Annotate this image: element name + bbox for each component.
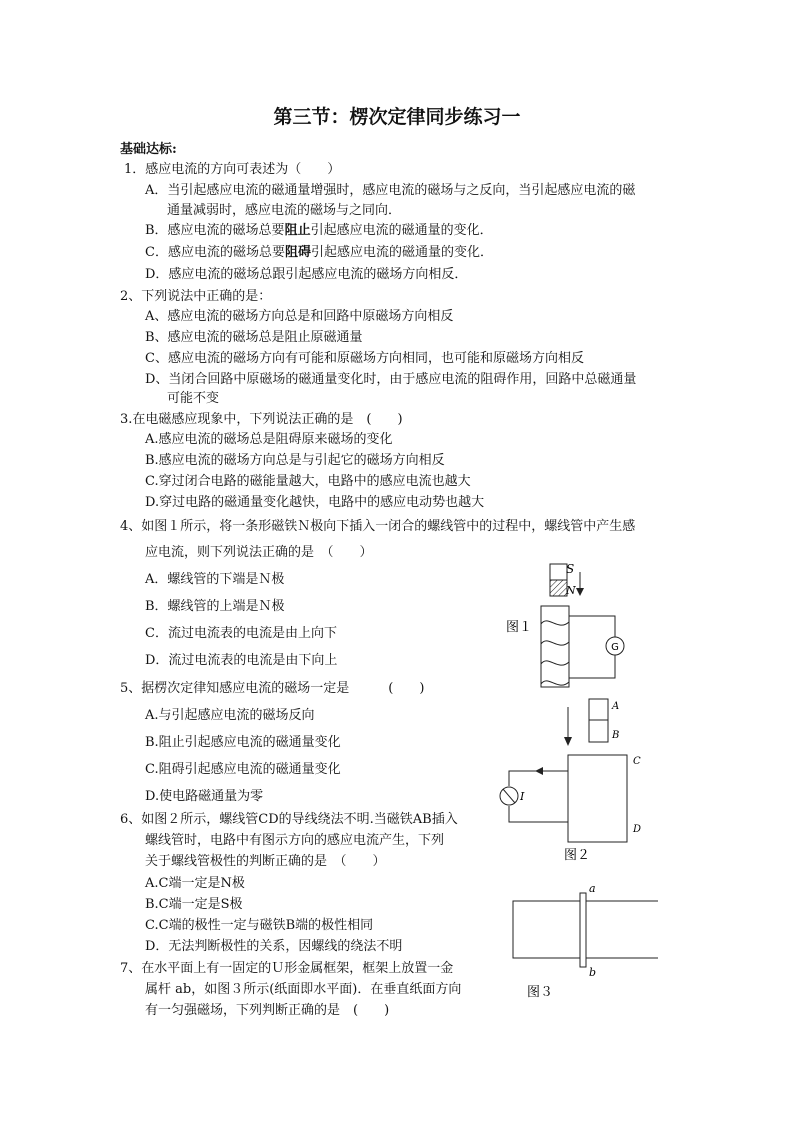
fig1-caption: 图１ (506, 620, 533, 635)
fig2-b-label: B (612, 730, 620, 741)
q1-option-c: C．感应电流的磁场总要阻碍引起感应电流的磁通量的变化． (145, 245, 493, 260)
motion-arrow-head (564, 737, 572, 746)
q7-stem: 7、在水平面上有一固定的Ｕ形金属框架，框架上放置一金 (120, 961, 454, 976)
fig1-s-label: S (566, 562, 575, 576)
fig3-b-label: b (589, 966, 597, 979)
solenoid (541, 606, 569, 687)
metal-rod-ab (580, 893, 586, 967)
q1-option-a: A．当引起感应电流的磁通量增强时，感应电流的磁场与之反向，当引起感应电流的磁 (145, 183, 636, 198)
q1-option-a-cont: 通量减弱时，感应电流的磁场与之同向． (167, 203, 402, 218)
q3-option-c: C.穿过闭合电路的磁能量越大，电路中的感应电流也越大 (145, 474, 471, 489)
wire-bottom (509, 806, 568, 822)
q5-stem: 5、据楞次定律知感应电流的磁场一定是 ( ) (120, 681, 425, 696)
q6-stem: 6、如图２所示，螺线管CD的导线绕法不明.当磁铁AB插入 (120, 812, 458, 827)
q4-stem-cont: 应电流，则下列说法正确的是 （ ） (145, 545, 373, 560)
coil-turn-3 (541, 661, 569, 665)
coil-turn-2 (541, 641, 569, 645)
q2-stem: 2、下列说法中正确的是： (120, 289, 272, 304)
fig2-c-label: C (633, 756, 641, 767)
q5-option-a: A.与引起感应电流的磁场反向 (145, 708, 315, 723)
q6-option-b: B.C端一定是S极 (145, 897, 243, 912)
q2-option-d-cont: 可能不变 (167, 391, 220, 406)
q5-option-c: C.阻碍引起感应电流的磁通量变化 (145, 762, 341, 777)
q2-option-a: A、感应电流的磁场方向总是和回路中原磁场方向相反 (145, 309, 454, 324)
current-arrow (535, 767, 543, 775)
q4-stem: 4、如图１所示，将一条形磁铁Ｎ极向下插入一闭合的螺线管中的过程中，螺线管中产生感 (120, 519, 636, 534)
q3-stem: 3.在电磁感应现象中，下列说法正确的是 ( ) (120, 412, 403, 427)
q4-option-c: C．流过电流表的电流是由上向下 (145, 626, 337, 641)
fig3-a-label: a (589, 882, 596, 895)
motion-arrow-head (576, 588, 584, 596)
fig1-n-label: N (566, 584, 576, 597)
figure-1 (541, 564, 624, 687)
q1-stem: 1．感应电流的方向可表述为（ ） (124, 162, 341, 177)
figure-2 (500, 699, 627, 842)
q2-option-b: B、感应电流的磁场总是阻止原磁通量 (145, 330, 363, 345)
fig2-d-label: D (633, 824, 642, 835)
galvanometer-label: G (611, 642, 619, 653)
q6-stem-cont2: 关于螺线管极性的判断正确的是 （ ） (145, 854, 386, 869)
q1-option-b: B．感应电流的磁场总要阻止引起感应电流的磁通量的变化． (145, 223, 493, 238)
fig2-a-label: A (612, 701, 620, 712)
q4-option-d: D．流过电流表的电流是由下向上 (145, 653, 338, 668)
q3-option-b: B.感应电流的磁场方向总是与引起它的磁场方向相反 (145, 453, 445, 468)
q6-option-d: D．无法判断极性的关系，因螺线的绕法不明 (145, 939, 403, 954)
wire-bottom (569, 655, 615, 678)
magnet-b-half (589, 720, 608, 742)
q1-option-d: D．感应电流的磁场总跟引起感应电流的磁场方向相反． (145, 267, 468, 282)
section-heading: 基础达标: (120, 142, 177, 157)
q4-option-a: A．螺线管的下端是Ｎ极 (145, 572, 285, 587)
figure-3 (513, 893, 658, 967)
q3-option-d: D.穿过电路的磁通量变化越快，电路中的感应电动势也越大 (145, 495, 485, 510)
coil-turn-1 (541, 621, 569, 625)
q2-option-c: C、感应电流的磁场方向有可能和原磁场方向相同，也可能和原磁场方向相反 (145, 351, 584, 366)
q3-option-a: A.感应电流的磁场总是阻碍原来磁场的变化 (145, 432, 393, 447)
q6-option-a: A.C端一定是N极 (145, 876, 245, 891)
q5-option-b: B.阻止引起感应电流的磁通量变化 (145, 735, 341, 750)
q7-stem-cont2: 有一匀强磁场，下列判断正确的是 ( ) (145, 1003, 390, 1018)
q6-stem-cont1: 螺线管时，电路中有图示方向的感应电流产生，下列 (145, 833, 445, 848)
magnet-n-pole (550, 580, 567, 596)
fig3-caption: 图３ (527, 985, 554, 1000)
fig2-caption: 图２ (564, 848, 591, 863)
q6-option-c: C.C端的极性一定与磁铁B端的极性相同 (145, 918, 374, 933)
coil-turn-4 (541, 681, 569, 685)
wire-top (509, 771, 568, 786)
q2-option-d: D、当闭合回路中原磁场的磁通量变化时，由于感应电流的阻碍作用，回路中总磁通量 (145, 372, 637, 387)
q7-stem-cont1: 属杆 ab，如图３所示(纸面即水平面)．在垂直纸面方向 (145, 982, 462, 997)
q4-option-b: B．螺线管的上端是Ｎ极 (145, 599, 285, 614)
solenoid-cd (568, 755, 627, 842)
fig2-i-label: I (520, 790, 525, 803)
magnet-s-pole (550, 564, 567, 580)
wire-top (569, 616, 615, 637)
q5-option-d: D.使电路磁通量为零 (145, 789, 264, 804)
page-title: 第三节：楞次定律同步练习一 (273, 106, 521, 128)
magnet-a-half (589, 699, 608, 720)
